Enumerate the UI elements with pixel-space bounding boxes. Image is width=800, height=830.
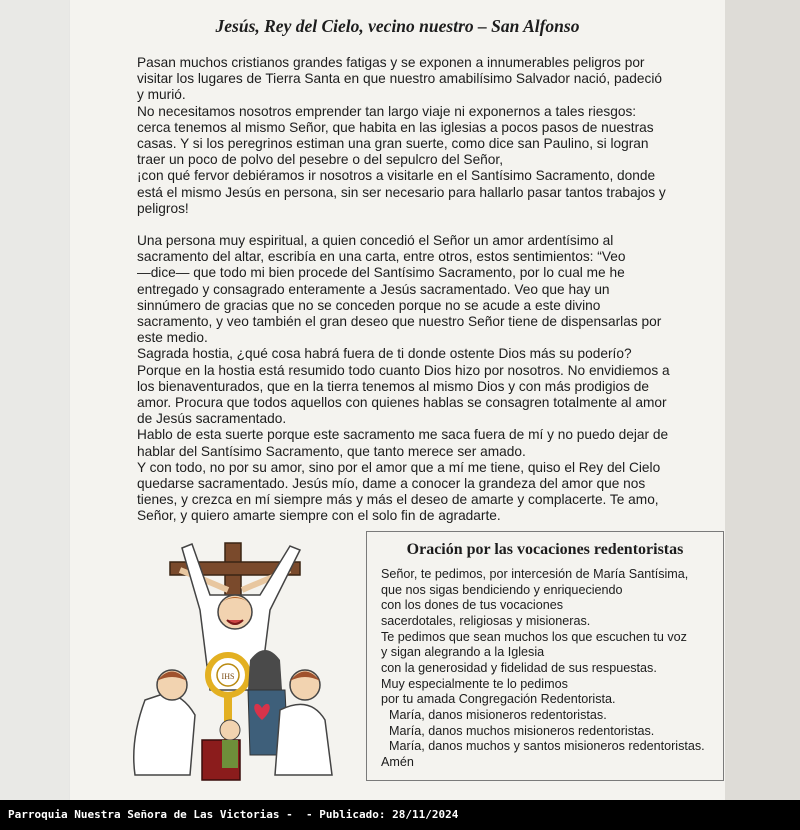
prayer-line: por tu amada Congregación Redentorista. bbox=[381, 692, 616, 707]
prayer-refrain: María, danos misioneros redentoristas. bbox=[389, 707, 607, 722]
article-line: tienes, y crezca en mí siempre más y más el deseo de amarte y complacerte. Te amo, bbox=[137, 492, 659, 508]
footer-published-label: Publicado: bbox=[319, 808, 386, 821]
prayer-line: sacerdotales, religiosas y misioneras. bbox=[381, 613, 591, 628]
article-line: Porque en la hostia está resumido todo cuanto Dios hizo por nosotros. No envidiemos a bbox=[137, 362, 670, 378]
article-line: No necesitamos nosotros emprender tan largo viaje ni exponernos a tales riesgos: bbox=[137, 103, 637, 119]
article-line: sacramento del altar, escribía en una carta, entre otros, estos sentimientos: “Veo bbox=[137, 249, 626, 265]
article-line: hablar del Santísimo Sacramento, que tanto merece ser amado. bbox=[137, 443, 526, 459]
article-line: Sagrada hostia, ¿qué cosa habrá fuera de ti donde ostente Dios más su poderío? bbox=[137, 346, 632, 362]
prayer-refrain: María, danos muchos misioneros redentoristas. bbox=[389, 723, 655, 738]
footer-separator: - - bbox=[279, 808, 320, 821]
footer-bar bbox=[0, 800, 800, 830]
article-line: sinnúmero de gracias que no se conceden porque no se acude a este divino bbox=[137, 297, 601, 313]
prayer-refrain: María, danos muchos y santos misioneros redentoristas. bbox=[389, 739, 705, 754]
article-line: Hablo de esta suerte porque este sacramento me saca fuera de mí y no puedo dejar de bbox=[137, 427, 669, 443]
prayer-line: que nos sigas bendiciendo y enriqueciendo bbox=[381, 582, 623, 597]
prayer-line: con los dones de tus vocaciones bbox=[381, 598, 564, 613]
footer-published-date: 28/11/2024 bbox=[392, 808, 459, 821]
article-line: Y con todo, no por su amor, sino por el amor que a mí me tiene, quiso el Rey del Cielo bbox=[137, 459, 661, 475]
article-line: está el mismo Jesús en persona, sin ser necesario para hallarlo pasar tantos trabajos y bbox=[137, 184, 666, 200]
background-page-edge bbox=[725, 0, 800, 800]
eucharist-illustration bbox=[110, 540, 360, 790]
prayer-closing: Amén bbox=[381, 754, 414, 769]
article-line: cerca tenemos al mismo Señor, que habita en las iglesias a pocos pasos de nuestras bbox=[137, 119, 654, 135]
prayer-text bbox=[381, 567, 705, 771]
prayer-title: Oración por las vocaciones redentoristas bbox=[406, 541, 684, 558]
article-line: Señor, y quiero amarte siempre con el solo fin de agradarte. bbox=[137, 508, 501, 524]
article-line: los bienaventurados, que en la tierra tenemos al mismo Dios y con más prodigios de bbox=[137, 378, 650, 394]
prayer-box bbox=[366, 531, 724, 781]
article-line: amor. Procura que todos aquellos con quienes hablas se consagren totalmente al amor bbox=[137, 395, 667, 411]
footer-parish: Parroquia Nuestra Señora de Las Victorias bbox=[8, 808, 280, 821]
article-body bbox=[137, 55, 682, 525]
article-paragraph-1 bbox=[137, 55, 682, 217]
article-line: sacramento, y veo también el gran deseo que nuestro Señor tiene de dispensarlas por bbox=[137, 314, 662, 330]
page-title: Jesús, Rey del Cielo, vecino nuestro – San Alfonso bbox=[215, 16, 580, 36]
article-line: casas. Y si los peregrinos estiman una gran suerte, como dice san Paulino, si logran bbox=[137, 136, 649, 152]
article-line: Una persona muy espiritual, a quien concedió el Señor un amor ardentísimo al bbox=[137, 233, 614, 249]
prayer-line: Señor, te pedimos, por intercesión de María Santísima, bbox=[381, 567, 689, 581]
article-line: Pasan muchos cristianos grandes fatigas y se exponen a innumerables peligros por bbox=[137, 55, 645, 70]
article-line: visitar los lugares de Tierra Santa en que nuestro amabilísimo Salvador nació, padeció bbox=[137, 71, 662, 87]
article-line: este medio. bbox=[137, 330, 208, 346]
article-line: de Jesús sacramentado. bbox=[137, 411, 287, 427]
article-line: quedarse sacramentado. Jesús mío, dame a conocer la grandeza del amor que nos bbox=[137, 476, 646, 492]
article-line: peligros! bbox=[137, 200, 189, 216]
article-line: traer un poco de polvo del pesebre o del sepulcro del Señor, bbox=[137, 152, 504, 168]
article-line: —dice— que todo mi bien procede del Santísimo Sacramento, por lo cual me he bbox=[137, 265, 625, 281]
prayer-line: Te pedimos que sean muchos los que escuchen tu voz bbox=[381, 629, 687, 644]
prayer-line: y sigan alegrando a la Iglesia bbox=[381, 645, 545, 660]
article-paragraph-2 bbox=[137, 233, 682, 525]
host-label: IHS bbox=[221, 672, 235, 681]
article-line: ¡con qué fervor debiéramos ir nosotros a visitarle en el Santísimo Sacramento, donde bbox=[137, 168, 656, 184]
prayer-line: con la generosidad y fidelidad de sus respuestas. bbox=[381, 660, 657, 675]
prayer-line: Muy especialmente te lo pedimos bbox=[381, 676, 568, 691]
article-line: y murió. bbox=[137, 87, 186, 103]
article-line: entregado y consagrado enteramente a Jesús sacramentado. Veo que hay un bbox=[137, 281, 610, 297]
